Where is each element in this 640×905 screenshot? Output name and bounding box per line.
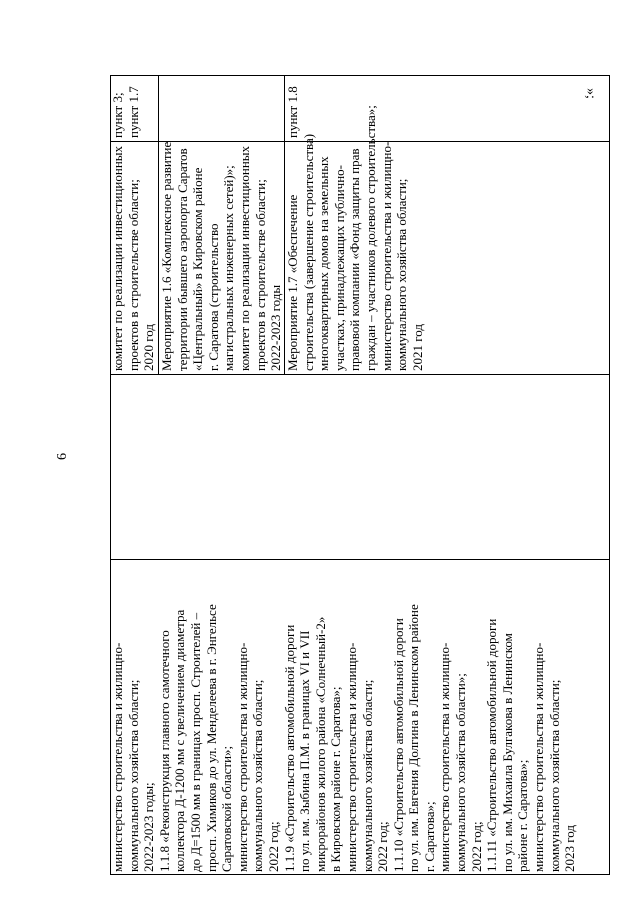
- text-line: 2022-2023 годы: [268, 284, 284, 371]
- row-text-cell: [110, 141, 158, 374]
- text-line: 2020 год: [141, 324, 157, 371]
- text-line: Мероприятие 1.7 «Обеспечение: [285, 194, 300, 371]
- text-line: многоквартирных домов на земельных: [316, 156, 332, 371]
- text-line: пункт 1.7: [125, 86, 141, 138]
- row-point-cell: [110, 75, 158, 141]
- text-line: до Д=1500 мм в границах просп. Строителей –: [187, 612, 203, 872]
- text-line: «Центральный» в Кировском районе: [190, 167, 206, 371]
- text-line: коммунального хозяйства области;: [250, 679, 266, 872]
- text-line: пункт 3;: [110, 92, 125, 138]
- text-line: проектов в строительстве области;: [252, 179, 268, 371]
- row-point-cell: [159, 75, 284, 141]
- text-line: 1.1.10 «Строительство автомобильной дороги: [390, 618, 406, 872]
- text-line: 2022-2023 годы;: [141, 782, 157, 872]
- row-text-cell: [159, 141, 284, 374]
- page-number: 6: [55, 453, 70, 460]
- text-line: микрорайонов жилого района «Солнечный-2»: [312, 616, 328, 872]
- text-line: министерство строительства и жилищно-: [531, 642, 547, 872]
- table-row: [159, 75, 285, 374]
- text-line: коллектора Д-1200 мм с увеличением диаметра: [172, 609, 188, 872]
- text-line: районе г. Саратова»;: [515, 759, 531, 872]
- text-line: коммунального хозяйства области;: [394, 178, 410, 371]
- text-line: комитет по реализации инвестиционных: [236, 145, 252, 371]
- text-line: участках, принадлежащих публично-: [331, 165, 347, 371]
- text-line: по ул. им. Михаила Булгакова в Ленинском: [499, 633, 515, 872]
- text-line: проектов в строительстве области;: [125, 179, 141, 371]
- left-column: [110, 560, 610, 875]
- text-line: 2022 год;: [375, 821, 391, 872]
- text-line: коммунального хозяйства области»;: [453, 673, 469, 872]
- text-line: 2021 год: [409, 324, 425, 371]
- text-line: в Кировском районе г. Саратова»;: [328, 686, 344, 872]
- text-line: территории бывшего аэропорта Саратов: [174, 148, 190, 371]
- text-line: по ул. им. Евгения Долгина в Ленинском районе: [406, 604, 422, 872]
- text-line: Саратовской области»;: [219, 745, 235, 872]
- row-point-cell: [285, 75, 610, 141]
- table-row: [285, 75, 610, 374]
- right-column: [110, 75, 610, 375]
- rotated-table: [110, 75, 610, 875]
- text-line: 2022 год;: [468, 821, 484, 872]
- text-line: по ул. им. Зыбина П.М. в границах VI и VII: [297, 630, 313, 872]
- text-line: 1.1.9 «Строительство автомобильной дороги: [281, 624, 297, 872]
- text-line: граждан – участников долевого строительства»;: [362, 105, 378, 371]
- text-line: коммунального хозяйства области;: [359, 679, 375, 872]
- text-line: строительства (завершение строительства): [300, 133, 316, 371]
- text-line: министерство строительства и жилищно-: [343, 642, 359, 872]
- text-line: Мероприятие 1.6 «Комплексное развитие: [159, 141, 174, 371]
- text-line: 1.1.11 «Строительство автомобильной дороги: [484, 618, 500, 872]
- text-line: г. Саратова»;: [421, 801, 437, 872]
- text-line: пункт 1.8: [285, 86, 300, 138]
- text-line: коммунального хозяйства области;: [125, 679, 141, 872]
- text-line: министерство строительства и жилищно-: [234, 642, 250, 872]
- text-line: министерство строительства и жилищно-: [437, 642, 453, 872]
- trailing-quote-mark: »;: [583, 88, 598, 99]
- text-line: коммунального хозяйства области;: [546, 679, 562, 872]
- text-line: г. Саратова (строительство: [205, 223, 221, 371]
- text-line: 2022 год;: [265, 821, 281, 872]
- text-line: министерство строительства и жилищно-: [378, 141, 394, 371]
- text-line: 1.1.8 «Реконструкция главного самотечного: [156, 630, 172, 872]
- text-line: 2023 год: [562, 825, 578, 872]
- empty-middle-column: [110, 375, 610, 560]
- text-line: министерство строительства и жилищно-: [110, 642, 125, 872]
- text-line: магистральных инженерных сетей)»;: [221, 165, 237, 371]
- text-line: комитет по реализации инвестиционных: [110, 145, 125, 371]
- text-line: правовой компании «Фонд защиты прав: [347, 148, 363, 371]
- text-line: просп. Химиков до ул. Менделеева в г. Энгельсе: [203, 604, 219, 872]
- table-row: [110, 75, 159, 374]
